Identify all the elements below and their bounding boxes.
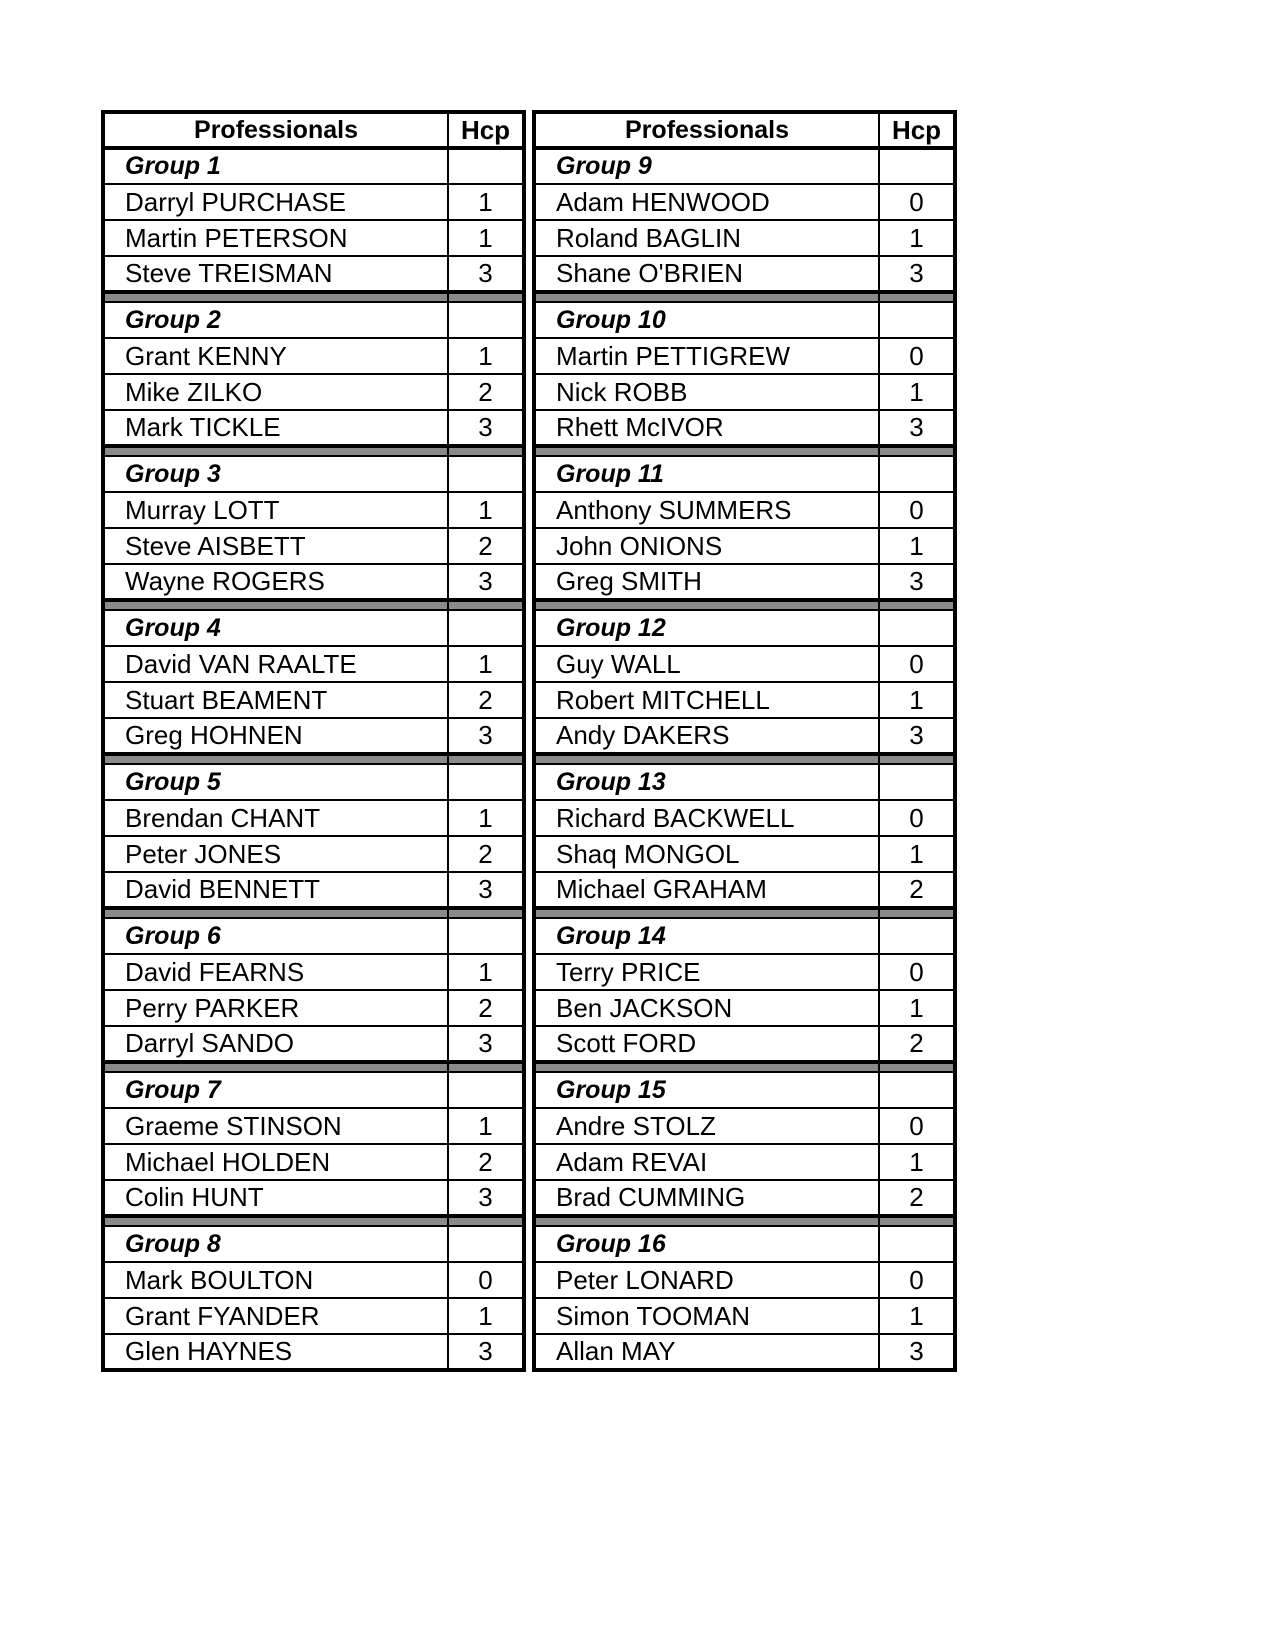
group-title: Group 5 bbox=[103, 764, 448, 800]
group-row bbox=[534, 918, 955, 954]
player-hcp: 2 bbox=[448, 682, 524, 718]
player-name: Steve TREISMAN bbox=[103, 256, 448, 292]
player-name: Darryl SANDO bbox=[103, 1026, 448, 1062]
player-hcp: 3 bbox=[879, 1334, 955, 1370]
player-hcp: 0 bbox=[879, 184, 955, 220]
player-name: Nick ROBB bbox=[534, 374, 879, 410]
player-name: Perry PARKER bbox=[103, 990, 448, 1026]
player-row bbox=[534, 184, 955, 220]
player-hcp: 3 bbox=[448, 1180, 524, 1216]
player-hcp: 2 bbox=[448, 528, 524, 564]
separator-cell bbox=[879, 908, 955, 918]
player-hcp: 1 bbox=[448, 338, 524, 374]
player-hcp: 0 bbox=[879, 646, 955, 682]
player-name: Greg HOHNEN bbox=[103, 718, 448, 754]
group-title: Group 13 bbox=[534, 764, 879, 800]
group-separator bbox=[534, 292, 955, 302]
player-row bbox=[103, 1108, 524, 1144]
player-hcp: 2 bbox=[879, 1180, 955, 1216]
player-row bbox=[534, 872, 955, 908]
player-hcp: 1 bbox=[448, 492, 524, 528]
group-row bbox=[103, 764, 524, 800]
group-hcp-empty bbox=[448, 1072, 524, 1108]
player-hcp: 1 bbox=[448, 954, 524, 990]
group-title: Group 2 bbox=[103, 302, 448, 338]
player-hcp: 2 bbox=[448, 836, 524, 872]
player-row bbox=[534, 682, 955, 718]
separator-cell bbox=[879, 600, 955, 610]
group-row bbox=[534, 1072, 955, 1108]
group-hcp-empty bbox=[879, 302, 955, 338]
separator-cell bbox=[103, 1216, 448, 1226]
player-name: Murray LOTT bbox=[103, 492, 448, 528]
group-title: Group 9 bbox=[534, 148, 879, 184]
player-name: Andy DAKERS bbox=[534, 718, 879, 754]
player-hcp: 2 bbox=[879, 872, 955, 908]
player-row bbox=[103, 872, 524, 908]
header-row bbox=[103, 112, 524, 148]
player-name: Ben JACKSON bbox=[534, 990, 879, 1026]
player-name: Glen HAYNES bbox=[103, 1334, 448, 1370]
player-hcp: 3 bbox=[879, 410, 955, 446]
separator-cell bbox=[879, 446, 955, 456]
group-separator bbox=[534, 1062, 955, 1072]
group-hcp-empty bbox=[879, 1226, 955, 1262]
player-hcp: 0 bbox=[879, 1108, 955, 1144]
player-row bbox=[534, 1180, 955, 1216]
player-hcp: 3 bbox=[879, 256, 955, 292]
player-row bbox=[534, 1026, 955, 1062]
player-name: Adam REVAI bbox=[534, 1144, 879, 1180]
group-separator bbox=[103, 754, 524, 764]
player-row bbox=[103, 528, 524, 564]
player-name: Stuart BEAMENT bbox=[103, 682, 448, 718]
player-hcp: 3 bbox=[448, 1026, 524, 1062]
player-row bbox=[103, 1298, 524, 1334]
player-row bbox=[103, 1180, 524, 1216]
group-hcp-empty bbox=[879, 918, 955, 954]
player-row bbox=[103, 800, 524, 836]
separator-cell bbox=[448, 1216, 524, 1226]
player-name: Mark TICKLE bbox=[103, 410, 448, 446]
player-name: Shane O'BRIEN bbox=[534, 256, 879, 292]
player-row bbox=[534, 1144, 955, 1180]
player-row bbox=[534, 1262, 955, 1298]
player-row bbox=[534, 528, 955, 564]
player-hcp: 0 bbox=[448, 1262, 524, 1298]
player-row bbox=[534, 718, 955, 754]
hcp-header: Hcp bbox=[879, 112, 955, 148]
separator-cell bbox=[103, 446, 448, 456]
separator-cell bbox=[534, 292, 879, 302]
separator-cell bbox=[448, 292, 524, 302]
player-name: Steve AISBETT bbox=[103, 528, 448, 564]
player-hcp: 1 bbox=[879, 682, 955, 718]
player-hcp: 3 bbox=[448, 564, 524, 600]
player-name: Greg SMITH bbox=[534, 564, 879, 600]
player-hcp: 1 bbox=[879, 220, 955, 256]
player-name: Richard BACKWELL bbox=[534, 800, 879, 836]
group-separator bbox=[534, 1216, 955, 1226]
player-row bbox=[534, 646, 955, 682]
player-hcp: 0 bbox=[879, 954, 955, 990]
separator-cell bbox=[534, 1062, 879, 1072]
group-row bbox=[534, 610, 955, 646]
player-name: Brad CUMMING bbox=[534, 1180, 879, 1216]
group-hcp-empty bbox=[448, 456, 524, 492]
group-hcp-empty bbox=[879, 148, 955, 184]
player-hcp: 1 bbox=[879, 836, 955, 872]
player-row bbox=[103, 374, 524, 410]
group-separator bbox=[103, 446, 524, 456]
player-hcp: 1 bbox=[879, 374, 955, 410]
group-hcp-empty bbox=[879, 764, 955, 800]
player-row bbox=[534, 564, 955, 600]
player-hcp: 1 bbox=[448, 800, 524, 836]
group-hcp-empty bbox=[448, 918, 524, 954]
professionals-header: Professionals bbox=[103, 112, 448, 148]
header-row bbox=[534, 112, 955, 148]
group-title: Group 11 bbox=[534, 456, 879, 492]
group-row bbox=[534, 302, 955, 338]
group-separator bbox=[103, 292, 524, 302]
separator-cell bbox=[103, 754, 448, 764]
professionals-header: Professionals bbox=[534, 112, 879, 148]
player-name: Robert MITCHELL bbox=[534, 682, 879, 718]
separator-cell bbox=[448, 446, 524, 456]
group-title: Group 4 bbox=[103, 610, 448, 646]
group-hcp-empty bbox=[448, 610, 524, 646]
group-row bbox=[103, 610, 524, 646]
player-row bbox=[103, 718, 524, 754]
player-row bbox=[534, 374, 955, 410]
player-name: Scott FORD bbox=[534, 1026, 879, 1062]
separator-cell bbox=[448, 908, 524, 918]
player-hcp: 1 bbox=[879, 990, 955, 1026]
group-row bbox=[534, 148, 955, 184]
player-hcp: 1 bbox=[448, 646, 524, 682]
group-hcp-empty bbox=[448, 302, 524, 338]
player-name: Michael GRAHAM bbox=[534, 872, 879, 908]
player-hcp: 3 bbox=[879, 564, 955, 600]
player-hcp: 1 bbox=[448, 184, 524, 220]
group-title: Group 7 bbox=[103, 1072, 448, 1108]
group-row bbox=[534, 456, 955, 492]
player-row bbox=[534, 338, 955, 374]
player-name: Anthony SUMMERS bbox=[534, 492, 879, 528]
separator-cell bbox=[534, 754, 879, 764]
player-name: Guy WALL bbox=[534, 646, 879, 682]
player-hcp: 1 bbox=[448, 220, 524, 256]
player-row bbox=[534, 1298, 955, 1334]
player-hcp: 0 bbox=[879, 800, 955, 836]
player-hcp: 2 bbox=[448, 1144, 524, 1180]
player-hcp: 3 bbox=[448, 256, 524, 292]
player-name: Rhett McIVOR bbox=[534, 410, 879, 446]
player-hcp: 1 bbox=[879, 1144, 955, 1180]
separator-cell bbox=[879, 754, 955, 764]
player-row bbox=[103, 564, 524, 600]
player-name: John ONIONS bbox=[534, 528, 879, 564]
player-name: Grant KENNY bbox=[103, 338, 448, 374]
group-separator bbox=[103, 908, 524, 918]
player-row bbox=[103, 1334, 524, 1370]
separator-cell bbox=[448, 600, 524, 610]
group-row bbox=[103, 456, 524, 492]
player-hcp: 0 bbox=[879, 492, 955, 528]
player-row bbox=[534, 492, 955, 528]
separator-cell bbox=[879, 292, 955, 302]
separator-cell bbox=[103, 600, 448, 610]
player-row bbox=[103, 1262, 524, 1298]
player-hcp: 1 bbox=[448, 1298, 524, 1334]
player-row bbox=[534, 410, 955, 446]
player-name: Darryl PURCHASE bbox=[103, 184, 448, 220]
group-row bbox=[103, 302, 524, 338]
player-name: Peter LONARD bbox=[534, 1262, 879, 1298]
player-name: Adam HENWOOD bbox=[534, 184, 879, 220]
player-name: Grant FYANDER bbox=[103, 1298, 448, 1334]
player-name: Peter JONES bbox=[103, 836, 448, 872]
player-name: Wayne ROGERS bbox=[103, 564, 448, 600]
group-row bbox=[103, 918, 524, 954]
group-title: Group 10 bbox=[534, 302, 879, 338]
separator-cell bbox=[534, 600, 879, 610]
separator-cell bbox=[448, 754, 524, 764]
player-row bbox=[534, 220, 955, 256]
player-hcp: 1 bbox=[879, 528, 955, 564]
right-draw-table bbox=[532, 110, 957, 1372]
group-hcp-empty bbox=[879, 1072, 955, 1108]
player-name: David BENNETT bbox=[103, 872, 448, 908]
separator-cell bbox=[534, 908, 879, 918]
player-name: Colin HUNT bbox=[103, 1180, 448, 1216]
group-title: Group 12 bbox=[534, 610, 879, 646]
group-separator bbox=[103, 1216, 524, 1226]
player-name: Graeme STINSON bbox=[103, 1108, 448, 1144]
group-hcp-empty bbox=[879, 610, 955, 646]
group-separator bbox=[534, 908, 955, 918]
hcp-header: Hcp bbox=[448, 112, 524, 148]
separator-cell bbox=[448, 1062, 524, 1072]
group-row bbox=[103, 148, 524, 184]
separator-cell bbox=[534, 446, 879, 456]
group-hcp-empty bbox=[879, 456, 955, 492]
group-hcp-empty bbox=[448, 1226, 524, 1262]
player-row bbox=[103, 1144, 524, 1180]
player-row bbox=[103, 954, 524, 990]
group-row bbox=[534, 1226, 955, 1262]
player-name: Allan MAY bbox=[534, 1334, 879, 1370]
player-hcp: 0 bbox=[879, 1262, 955, 1298]
player-row bbox=[103, 1026, 524, 1062]
separator-cell bbox=[103, 292, 448, 302]
player-row bbox=[534, 1108, 955, 1144]
player-row bbox=[534, 256, 955, 292]
player-row bbox=[103, 682, 524, 718]
player-row bbox=[103, 220, 524, 256]
player-row bbox=[534, 836, 955, 872]
player-hcp: 3 bbox=[448, 1334, 524, 1370]
group-row bbox=[103, 1072, 524, 1108]
separator-cell bbox=[879, 1216, 955, 1226]
group-row bbox=[534, 764, 955, 800]
player-hcp: 3 bbox=[448, 718, 524, 754]
separator-cell bbox=[103, 1062, 448, 1072]
group-separator bbox=[534, 600, 955, 610]
group-title: Group 14 bbox=[534, 918, 879, 954]
player-row bbox=[534, 954, 955, 990]
player-name: Simon TOOMAN bbox=[534, 1298, 879, 1334]
player-hcp: 2 bbox=[448, 990, 524, 1026]
player-hcp: 3 bbox=[448, 410, 524, 446]
player-hcp: 1 bbox=[448, 1108, 524, 1144]
player-name: Terry PRICE bbox=[534, 954, 879, 990]
player-name: Roland BAGLIN bbox=[534, 220, 879, 256]
group-separator bbox=[534, 754, 955, 764]
separator-cell bbox=[534, 1216, 879, 1226]
player-row bbox=[534, 1334, 955, 1370]
player-hcp: 2 bbox=[448, 374, 524, 410]
player-hcp: 3 bbox=[879, 718, 955, 754]
player-hcp: 0 bbox=[879, 338, 955, 374]
draw-sheet bbox=[101, 110, 957, 1372]
group-row bbox=[103, 1226, 524, 1262]
player-row bbox=[103, 184, 524, 220]
player-row bbox=[103, 492, 524, 528]
group-title: Group 6 bbox=[103, 918, 448, 954]
player-row bbox=[103, 410, 524, 446]
player-row bbox=[534, 990, 955, 1026]
player-name: Andre STOLZ bbox=[534, 1108, 879, 1144]
group-hcp-empty bbox=[448, 764, 524, 800]
player-name: Shaq MONGOL bbox=[534, 836, 879, 872]
player-name: David VAN RAALTE bbox=[103, 646, 448, 682]
group-title: Group 8 bbox=[103, 1226, 448, 1262]
player-name: Brendan CHANT bbox=[103, 800, 448, 836]
player-hcp: 3 bbox=[448, 872, 524, 908]
group-hcp-empty bbox=[448, 148, 524, 184]
group-separator bbox=[534, 446, 955, 456]
player-row bbox=[103, 836, 524, 872]
player-name: Martin PETERSON bbox=[103, 220, 448, 256]
group-title: Group 1 bbox=[103, 148, 448, 184]
player-row bbox=[103, 256, 524, 292]
group-title: Group 3 bbox=[103, 456, 448, 492]
player-name: Martin PETTIGREW bbox=[534, 338, 879, 374]
separator-cell bbox=[103, 908, 448, 918]
player-name: David FEARNS bbox=[103, 954, 448, 990]
player-name: Mike ZILKO bbox=[103, 374, 448, 410]
player-hcp: 1 bbox=[879, 1298, 955, 1334]
player-row bbox=[103, 338, 524, 374]
group-title: Group 15 bbox=[534, 1072, 879, 1108]
player-name: Mark BOULTON bbox=[103, 1262, 448, 1298]
player-row bbox=[103, 990, 524, 1026]
group-title: Group 16 bbox=[534, 1226, 879, 1262]
separator-cell bbox=[879, 1062, 955, 1072]
player-row bbox=[534, 800, 955, 836]
group-separator bbox=[103, 1062, 524, 1072]
player-row bbox=[103, 646, 524, 682]
group-separator bbox=[103, 600, 524, 610]
player-hcp: 2 bbox=[879, 1026, 955, 1062]
left-draw-table bbox=[101, 110, 526, 1372]
player-name: Michael HOLDEN bbox=[103, 1144, 448, 1180]
